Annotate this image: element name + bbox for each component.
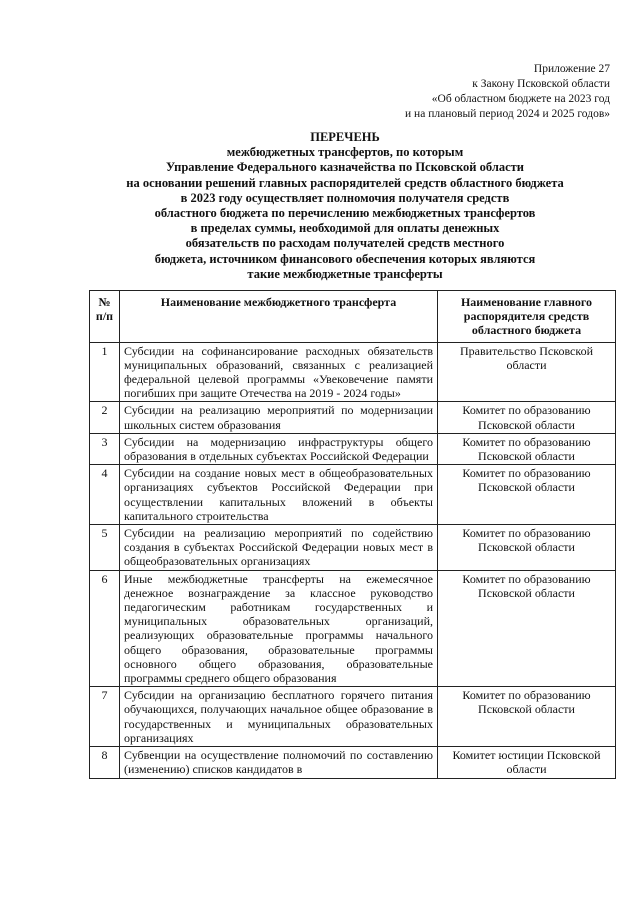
table-row	[90, 525, 616, 571]
title-line: в пределах суммы, необходимой для оплаты денежных	[190, 221, 500, 236]
title-heading: ПЕРЕЧЕНЬ	[310, 130, 380, 144]
row-name: Субсидии на софинансирование расходных обязательств муниципальных образований, связанных с реализацией федеральной целевой программы «Увековечение памяти погибших при защите Отечества на 2019 - 2024 годы»	[120, 342, 438, 402]
row-org: Комитет по образованию Псковской области	[438, 433, 616, 464]
table-row	[90, 570, 616, 687]
header-name: Наименование межбюджетного трансферта	[120, 291, 438, 343]
row-org: Комитет по образованию Псковской области	[438, 570, 616, 687]
title-line: обязательств по расходам получателей средств местного	[185, 236, 505, 251]
row-num: 2	[90, 402, 120, 433]
document-title	[60, 130, 630, 282]
appendix-line: «Об областном бюджете на 2023 год	[431, 93, 610, 105]
row-num: 8	[90, 747, 120, 778]
title-line: на основании решений главных распорядителей средств областного бюджета	[126, 175, 564, 190]
table-row	[90, 433, 616, 464]
row-num: 3	[90, 433, 120, 464]
row-num: 5	[90, 525, 120, 571]
row-name: Субсидии на создание новых мест в общеобразовательных организациях субъектов Российской Федерации при осуществлении капитальных вложений в объекты капитального строительства	[120, 465, 438, 525]
table-row	[90, 465, 616, 525]
table-row	[90, 342, 616, 402]
row-name: Субсидии на модернизацию инфраструктуры общего образования в отдельных субъектах Российской Федерации	[120, 433, 438, 464]
appendix-line: к Закону Псковской области	[472, 78, 610, 90]
row-num: 6	[90, 570, 120, 687]
table-header-row	[90, 291, 616, 343]
transfers-table	[89, 290, 616, 779]
row-org: Комитет по образованию Псковской области	[438, 687, 616, 747]
appendix-line: и на плановый период 2024 и 2025 годов»	[405, 108, 610, 120]
row-num: 7	[90, 687, 120, 747]
row-name: Иные межбюджетные трансферты на ежемесячное денежное вознаграждение за классное руководство педагогическим работникам государственных и муниципальных образовательных организаций, реализующих образовательные программы начального общего образования, образовательные программы основного общего образования, образовательные программы среднего общего образования	[120, 570, 438, 687]
table-row	[90, 747, 616, 778]
title-line: межбюджетных трансфертов, по которым	[226, 145, 464, 160]
table-row	[90, 402, 616, 433]
title-line: областного бюджета по перечислению межбюджетных трансфертов	[154, 206, 536, 221]
row-name: Субсидии на организацию бесплатного горячего питания обучающихся, получающих начальное общее образование в государственных и муниципальных образовательных организациях	[120, 687, 438, 747]
title-line: такие межбюджетные трансферты	[247, 266, 443, 281]
row-name: Субвенции на осуществление полномочий по составлению (изменению) списков кандидатов в	[120, 747, 438, 778]
table-row	[90, 687, 616, 747]
row-org: Правительство Псковской области	[438, 342, 616, 402]
title-line: в 2023 году осуществляет полномочия получателя средств	[180, 190, 510, 205]
appendix-note	[405, 62, 610, 122]
header-num: № п/п	[90, 291, 120, 343]
header-org: Наименование главного распорядителя средств областного бюджета	[438, 291, 616, 343]
row-name: Субсидии на реализацию мероприятий по модернизации школьных систем образования	[120, 402, 438, 433]
row-num: 1	[90, 342, 120, 402]
title-line: Управление Федерального казначейства по Псковской области	[166, 160, 524, 175]
row-org: Комитет по образованию Псковской области	[438, 465, 616, 525]
title-line: бюджета, источником финансового обеспечения которых являются	[154, 251, 536, 266]
appendix-line: Приложение 27	[533, 63, 610, 75]
row-org: Комитет юстиции Псковской области	[438, 747, 616, 778]
row-org: Комитет по образованию Псковской области	[438, 402, 616, 433]
row-org: Комитет по образованию Псковской области	[438, 525, 616, 571]
row-num: 4	[90, 465, 120, 525]
row-name: Субсидии на реализацию мероприятий по содействию создания в субъектах Российской Федерации новых мест в общеобразовательных организациях	[120, 525, 438, 571]
